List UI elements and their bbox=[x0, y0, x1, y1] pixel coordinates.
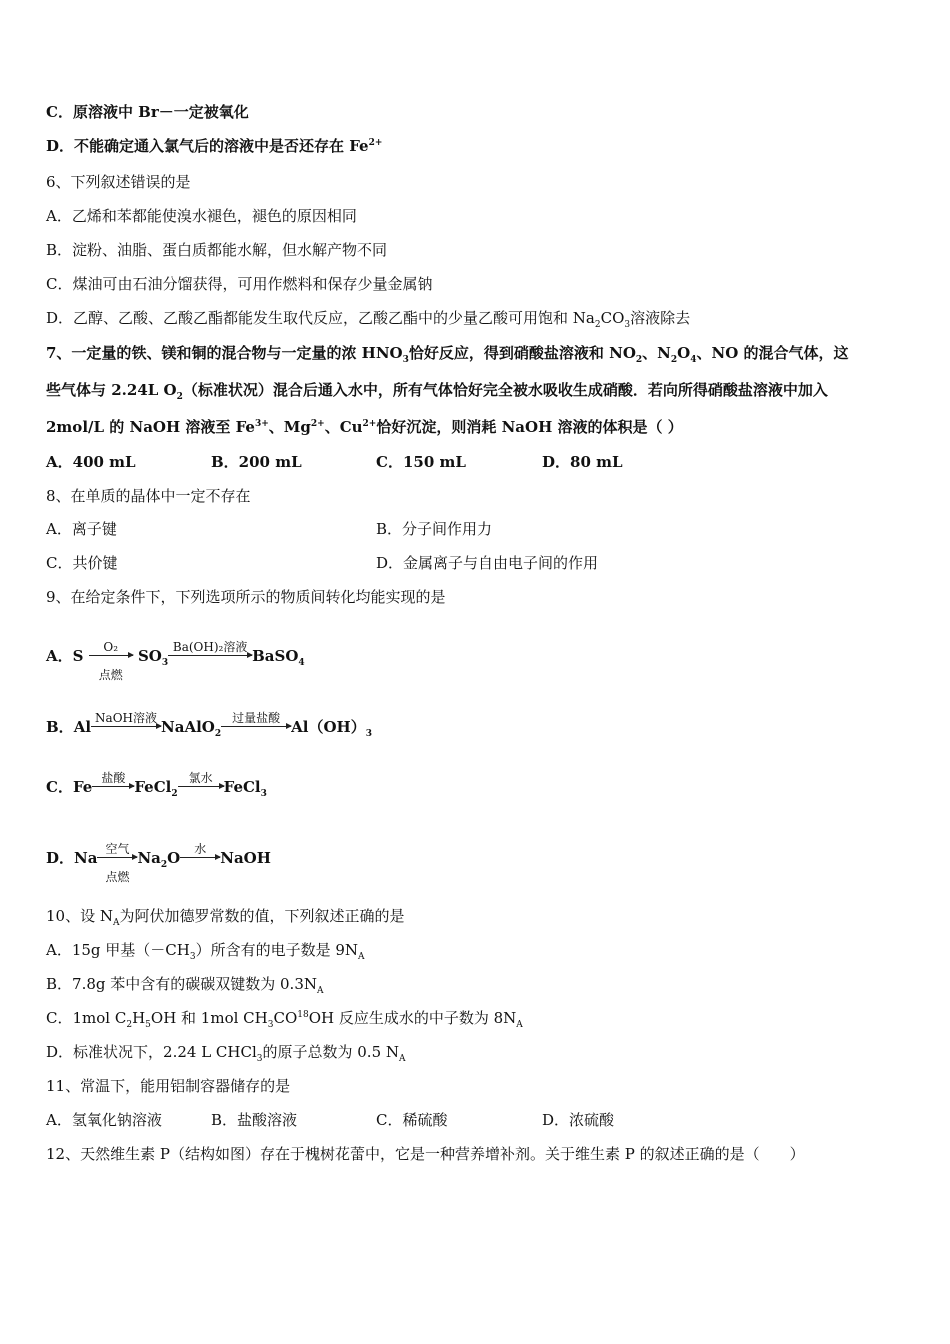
q8-option-c: C．共价键 bbox=[46, 554, 118, 572]
q9-stem: 9、在给定条件下，下列选项所示的物质间转化均能实现的是 bbox=[46, 588, 446, 606]
q7-line-3: 2mol/L 的 NaOH 溶液至 $Fe^{3+}$、$Mg^{2+}$、$Cu^{2+}$恰好沉淀，则消耗 NaOH 溶液的体积是（ ） bbox=[46, 418, 683, 436]
q8-option-d: D．金属离子与自由电子间的作用 bbox=[376, 554, 599, 572]
q6-option-a: A．乙烯和苯都能使溴水褪色，褪色的原因相同 bbox=[46, 207, 357, 225]
q5-option-d: D．不能确定通入氯气后的溶液中是否还存在 $Fe^{2+}$ bbox=[46, 137, 383, 155]
reaction-arrow: 氯水 bbox=[178, 791, 224, 792]
q7-option-d: D．80 mL bbox=[542, 453, 623, 471]
reaction-arrow: NaOH溶液 bbox=[91, 731, 161, 732]
q11-stem: 11、常温下，能用铝制容器储存的是 bbox=[46, 1077, 291, 1095]
reaction-arrow: 空气 点燃 bbox=[97, 862, 137, 863]
q10-option-d: D．标准状况下，2.24 L CHCl$_3$的原子总数为 0.5 $N_A$ bbox=[46, 1043, 406, 1064]
q7-line-1: 7、一定量的铁、镁和铜的混合物与一定量的浓 $HNO_3$恰好反应，得到硝酸盐溶液和 $NO_2$、$N_2O_4$、NO 的混合气体，这 bbox=[46, 344, 849, 365]
q10-stem: 10、设 $N_A$为阿伏加德罗常数的值，下列叙述正确的是 bbox=[46, 907, 405, 928]
reaction-arrow: 盐酸 bbox=[92, 791, 134, 792]
q9-option-c: C．Fe 盐酸 FeCl$_2$ 氯水 FeCl$_3$ bbox=[46, 771, 267, 799]
q6-option-b: B．淀粉、油脂、蛋白质都能水解，但水解产物不同 bbox=[46, 241, 388, 259]
q8-options-row2 bbox=[46, 553, 906, 573]
q7-option-b: B．200 mL bbox=[211, 453, 302, 471]
q6-stem: 6、下列叙述错误的是 bbox=[46, 173, 191, 191]
q9-option-a: A．S O₂ 点燃 $SO_3$ Ba(OH)₂溶液 BaSO$_4$ bbox=[46, 640, 305, 682]
q7-options bbox=[46, 452, 906, 472]
reaction-arrow: 水 bbox=[180, 862, 220, 863]
q9-option-b: B．Al NaOH溶液 NaAlO$_2$ 过量盐酸 $Al(OH)_3$ bbox=[46, 711, 372, 739]
q11-option-b: B．盐酸溶液 bbox=[211, 1111, 298, 1129]
q10-option-b: B．7.8g 苯中含有的碳碳双键数为 $0.3N_A$ bbox=[46, 975, 324, 996]
q7-option-a: A．400 mL bbox=[46, 453, 136, 471]
q11-options bbox=[46, 1110, 906, 1130]
q11-option-a: A．氢氧化钠溶液 bbox=[46, 1111, 162, 1129]
q12-stem: 12、天然维生素 P（结构如图）存在于槐树花蕾中，它是一种营养增补剂。关于维生素 P 的叙述正确的是（ ） bbox=[46, 1145, 805, 1163]
q8-option-b: B．分子间作用力 bbox=[376, 520, 493, 538]
q6-option-c: C．煤油可由石油分馏获得，可用作燃料和保存少量金属钠 bbox=[46, 275, 433, 293]
q10-option-a: A．15g 甲基$(-CH_3)$所含有的电子数是 $9N_A$ bbox=[46, 941, 365, 962]
reaction-arrow: Ba(OH)₂溶液 bbox=[168, 660, 252, 661]
reaction-arrow: 过量盐酸 bbox=[221, 731, 291, 732]
q9-option-d: D．Na 空气 点燃 $Na_2O$ 水 NaOH bbox=[46, 842, 271, 884]
q8-option-a: A．离子键 bbox=[46, 520, 117, 538]
q11-option-c: C．稀硫酸 bbox=[376, 1111, 448, 1129]
q6-option-d: D．乙醇、乙酸、乙酸乙酯都能发生取代反应，乙酸乙酯中的少量乙酸可用饱和 $Na_2CO_3$溶液除去 bbox=[46, 309, 691, 330]
reaction-arrow: O₂ 点燃 bbox=[89, 660, 133, 661]
q7-line-2: 些气体与 2.24L $O_2$（标准状况）混合后通入水中，所有气体恰好完全被水吸收生成硝酸．若向所得硝酸盐溶液中加入 bbox=[46, 381, 828, 402]
q8-options-row1 bbox=[46, 519, 906, 539]
q7-option-c: C．150 mL bbox=[376, 453, 466, 471]
q10-option-c: C．1mol $C_2H_5OH$ 和 1mol $CH_3CO^{18}OH$ 反应生成水的中子数为 $8N_A$ bbox=[46, 1009, 523, 1030]
q11-option-d: D．浓硫酸 bbox=[542, 1111, 615, 1129]
q8-stem: 8、在单质的晶体中一定不存在 bbox=[46, 487, 251, 505]
q5-option-c: C．原溶液中 Br－一定被氧化 bbox=[46, 103, 249, 121]
